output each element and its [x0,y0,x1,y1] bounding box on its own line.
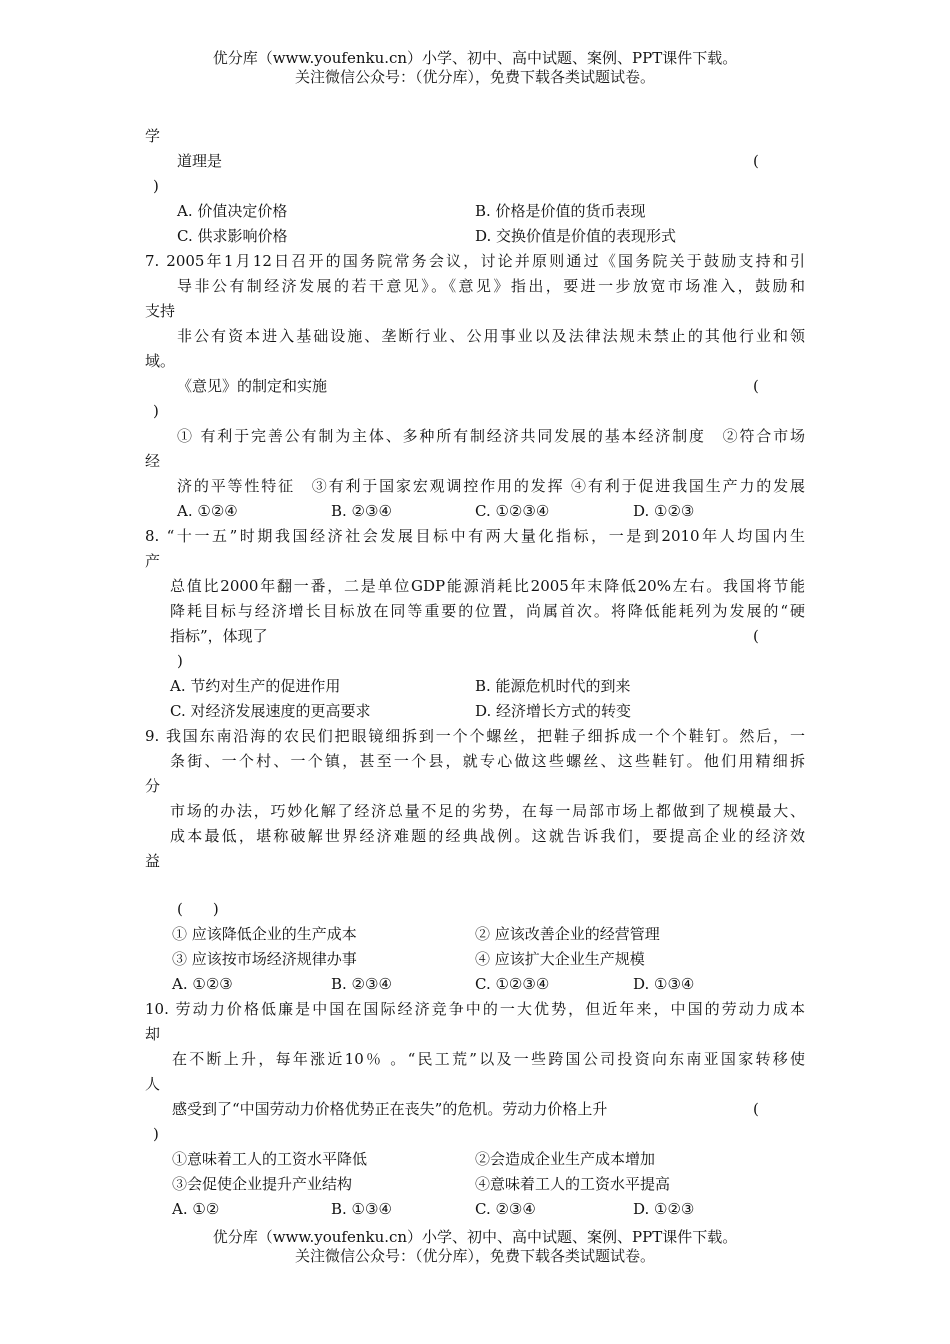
q10-statement-1: ①意味着工人的工资水平降低 [172,1150,368,1168]
q10-line-3: 在不断上升，每年涨近10％ 。“民工荒”以及一些跨国公司投资向东南亚国家转移使 [172,1050,805,1068]
q8-option-b: B. 能源危机时代的到来 [475,677,631,695]
q8-answer-paren-open: ( [753,627,759,645]
q6-option-b: B. 价格是价值的货币表现 [475,202,646,220]
q9-line-1: 9. 我国东南沿海的农民们把眼镜细拆到一个个螺丝，把鞋子细拆成一个个鞋钉。然后，一 [145,727,805,745]
q7-stem: 《意见》的制定和实施 [177,377,328,395]
q6-answer-paren-open: ( [753,152,759,170]
q7-answer-paren-open: ( [753,377,759,395]
q7-statement-line-3: 济的平等性特征 ③有利于国家宏观调控作用的发挥 ④有利于促进我国生产力的发展 [177,477,805,495]
q9-option-b: B. ②③④ [331,975,392,993]
q7-option-b: B. ②③④ [331,502,392,520]
q10-option-b: B. ①③④ [331,1200,392,1218]
q7-line-4: 非公有资本进入基础设施、垄断行业、公用事业以及法律法规未禁止的其他行业和领 [177,327,805,345]
q10-line-2: 却 [145,1025,161,1043]
q9-statement-2: ② 应该改善企业的经营管理 [475,925,660,943]
q10-statement-2: ②会造成企业生产成本增加 [475,1150,656,1168]
q7-line-2: 导非公有制经济发展的若干意见》。《意见》指出，要进一步放宽市场准入，鼓励和 [177,277,805,295]
q9-line-6: 益 [145,852,161,870]
page-footer-line-1: 优分库（www.youfenku.cn）小学、初中、高中试题、案例、PPT课件下载。 [212,1228,738,1246]
q7-option-c: C. ①②③④ [475,502,550,520]
q7-statement-line-1: ① 有利于完善公有制为主体、多种所有制经济共同发展的基本经济制度 ②符合市场 [177,427,805,445]
q7-option-d: D. ①②③ [633,502,695,520]
q9-option-a: A. ①②③ [172,975,233,993]
q7-line-3: 支持 [145,302,176,320]
q6-option-c: C. 供求影响价格 [177,227,288,245]
q8-option-a: A. 节约对生产的促进作用 [170,677,341,695]
page-header-line-1: 优分库（www.youfenku.cn）小学、初中、高中试题、案例、PPT课件下载。 [212,49,738,67]
q9-line-3: 分 [145,777,161,795]
q10-answer-paren-close: ) [153,1125,159,1143]
q8-answer-paren-close: ) [177,652,183,670]
q10-stem: 感受到了“中国劳动力价格优势正在丧失”的危机。劳动力价格上升 [172,1100,608,1118]
q7-statement-line-2: 经 [145,452,161,470]
q8-option-d: D. 经济增长方式的转变 [475,702,632,720]
page-header-line-2: 关注微信公众号：（优分库），免费下载各类试题试卷。 [294,68,655,86]
q6-continuation: 学 [145,127,161,145]
q10-line-4: 人 [145,1075,161,1093]
q9-option-d: D. ①③④ [633,975,695,993]
q9-statement-3: ③ 应该按市场经济规律办事 [172,950,357,968]
q6-stem: 道理是 [177,152,223,170]
page-footer-line-2: 关注微信公众号：（优分库），免费下载各类试题试卷。 [294,1247,655,1265]
q8-line-2: 产 [145,552,161,570]
q6-answer-paren-close: ) [153,177,159,195]
q8-line-3: 总值比2000年翻一番，二是单位GDP能源消耗比2005年末降低20%左右。我国将节能 [170,577,805,595]
q10-answer-paren-open: ( [753,1100,759,1118]
q7-line-1: 7. 2005年1月12日召开的国务院常务会议，讨论并原则通过《国务院关于鼓励支持和引 [145,252,805,270]
q6-option-a: A. 价值决定价格 [177,202,288,220]
q8-option-c: C. 对经济发展速度的更高要求 [170,702,371,720]
q10-line-1: 10. 劳动力价格低廉是中国在国际经济竞争中的一大优势，但近年来，中国的劳动力成本 [145,1000,805,1018]
q8-stem: 指标”，体现了 [170,627,268,645]
q7-option-a: A. ①②④ [177,502,238,520]
q6-option-d: D. 交换价值是价值的表现形式 [475,227,677,245]
q9-line-2: 条街、一个村、一个镇，甚至一个县，就专心做这些螺丝、这些鞋钉。他们用精细拆 [170,752,805,770]
q7-answer-paren-close: ) [153,402,159,420]
q9-answer-paren: ( ) [177,900,219,918]
q8-line-4: 降耗目标与经济增长目标放在同等重要的位置，尚属首次。将降低能耗列为发展的“硬 [170,602,805,620]
q9-statement-1: ① 应该降低企业的生产成本 [172,925,357,943]
q9-statement-4: ④ 应该扩大企业生产规模 [475,950,645,968]
q9-line-4: 市场的办法，巧妙化解了经济总量不足的劣势，在每一局部市场上都做到了规模最大、 [170,802,805,820]
q7-line-5: 域。 [145,352,176,370]
q9-line-5: 成本最低，堪称破解世界经济难题的经典战例。这就告诉我们，要提高企业的经济效 [170,827,805,845]
q10-statement-4: ④意味着工人的工资水平提高 [475,1175,671,1193]
q9-option-c: C. ①②③④ [475,975,550,993]
q10-option-a: A. ①② [172,1200,220,1218]
q10-option-d: D. ①②③ [633,1200,695,1218]
q10-option-c: C. ②③④ [475,1200,536,1218]
q10-statement-3: ③会促使企业提升产业结构 [172,1175,353,1193]
q8-line-1: 8. “十一五”时期我国经济社会发展目标中有两大量化指标，一是到2010年人均国内生 [145,527,805,545]
